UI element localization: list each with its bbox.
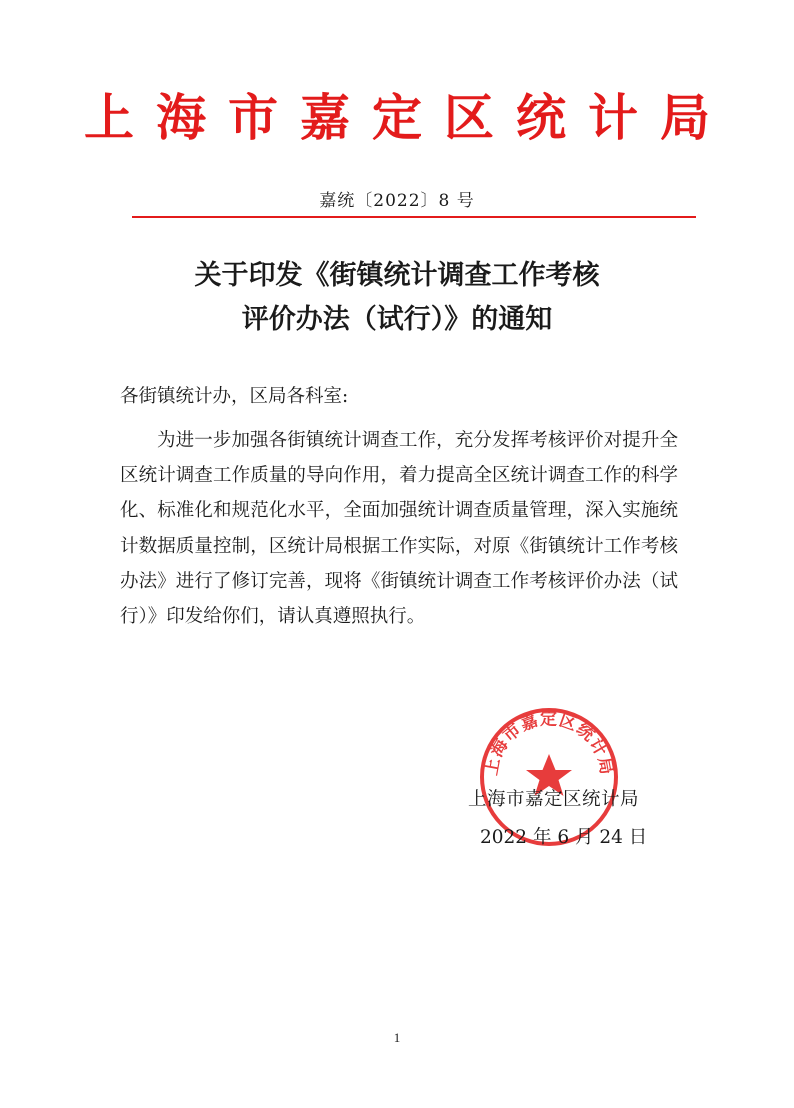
title-line-2: 评价办法（试行）》的通知 [241, 304, 553, 335]
signature-org: 上海市嘉定区统计局 [468, 789, 640, 810]
body-paragraph: 为进一步加强各街镇统计调查工作，充分发挥考核评价对提升全区统计调查工作质量的导向作用，着力提高全区统计调查工作的科学化、标准化和规范化水平，全面加强统计调查质量管理，深入实施统计数据质量控制，区统计局根据工作实际，对原《街镇统计工作考核办法》进行了修订完善，现将《街镇统计调查工作考核评价办法（试行）》印发给你们，请认真遵照执行。 [120, 430, 678, 628]
signature-date: 2022 年 6 月 24 日 [480, 827, 648, 848]
page-number: 1 [393, 1030, 401, 1045]
red-divider [132, 216, 696, 218]
issuing-org-header: 上海市嘉定区统计局 [84, 89, 732, 147]
document-title [0, 254, 794, 342]
title-line-1: 关于印发《街镇统计调查工作考核 [194, 260, 600, 291]
svg-text:上海市嘉定区统计局: 上海市嘉定区统计局 [481, 709, 617, 777]
document-number: 嘉统〔2022〕8 号 [319, 191, 475, 211]
salutation: 各街镇统计办，区局各科室: [120, 386, 349, 407]
